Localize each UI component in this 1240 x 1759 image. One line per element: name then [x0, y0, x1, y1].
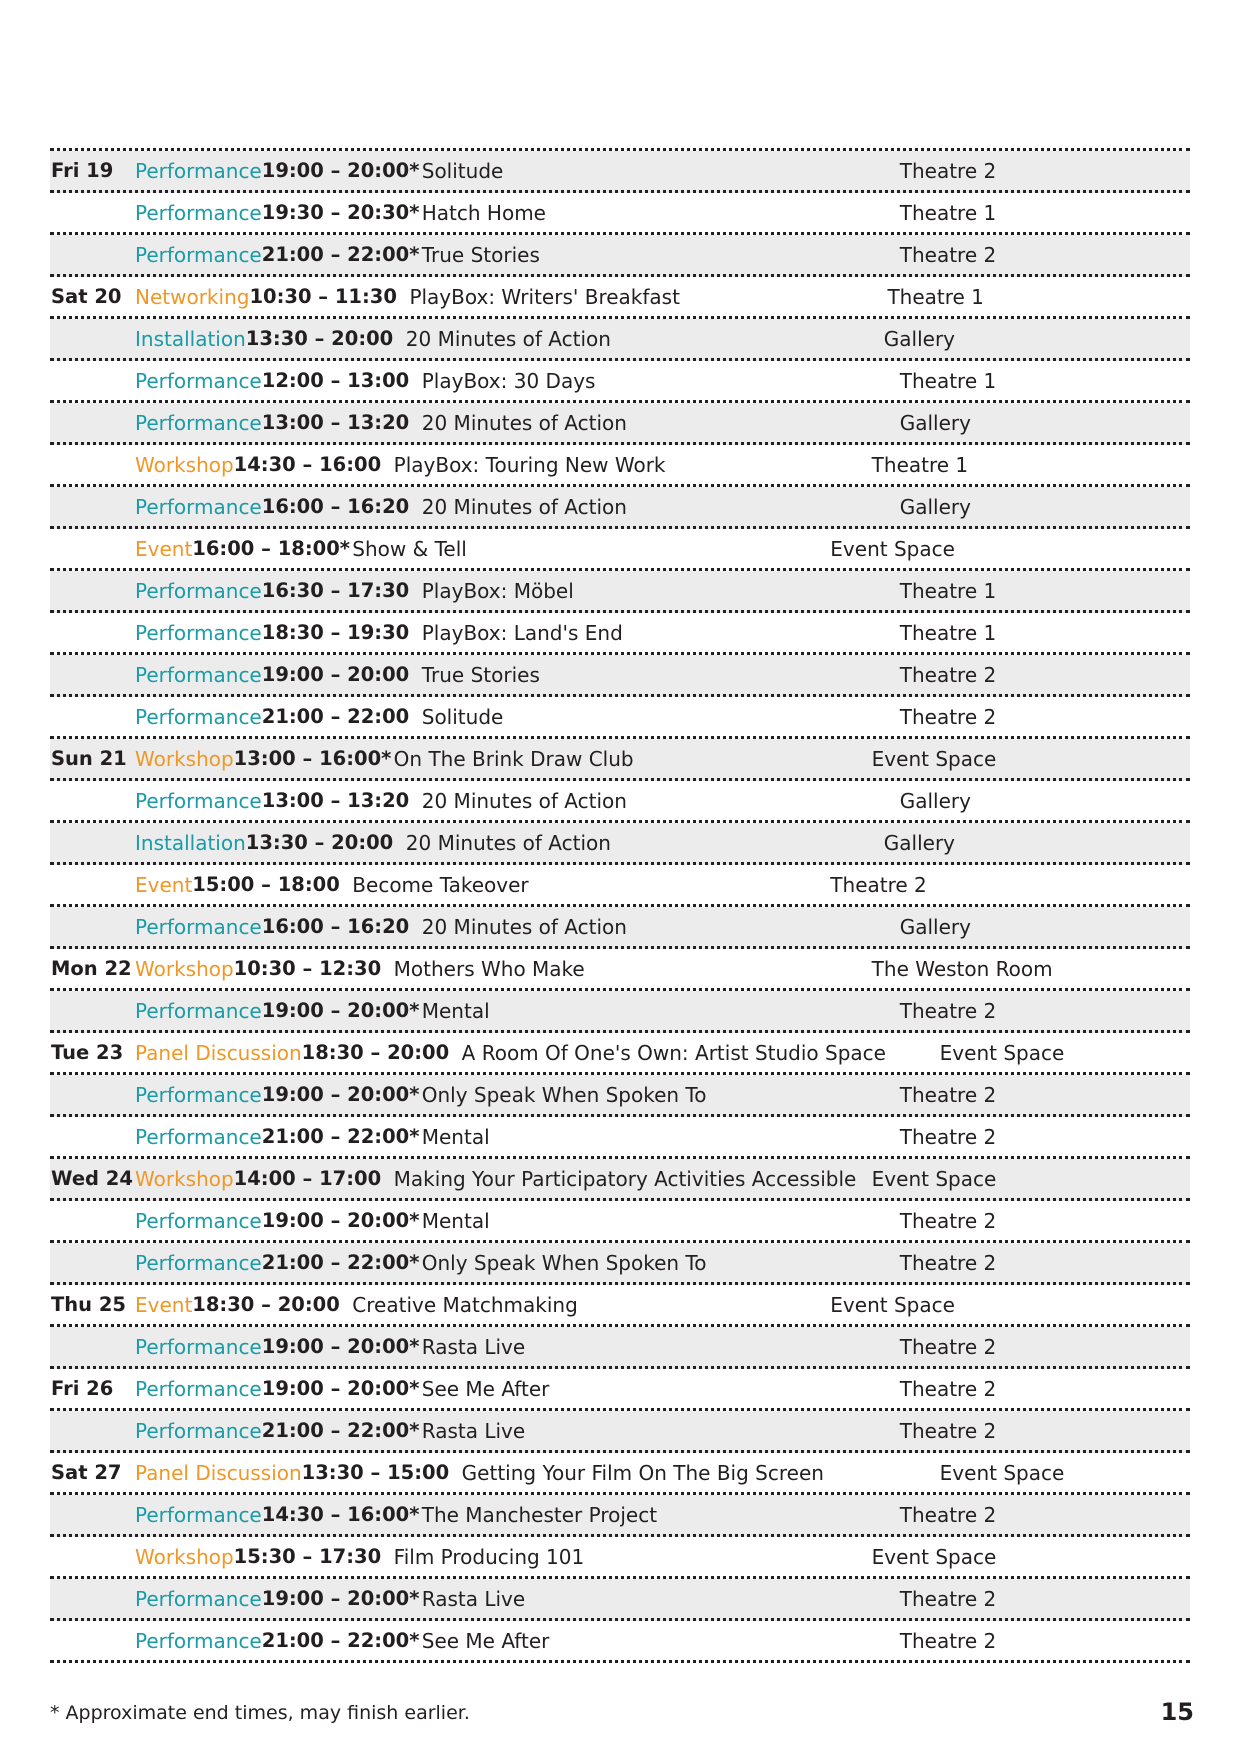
time-cell: 21:00 – 22:00* [261, 243, 420, 266]
time-cell: 13:30 – 20:00 [245, 831, 394, 854]
time-cell: 10:30 – 12:30 [233, 957, 382, 980]
schedule-row [50, 655, 1190, 697]
time-cell: 21:00 – 22:00* [261, 1419, 420, 1442]
time-cell: 13:30 – 15:00 [301, 1461, 450, 1484]
category-cell: Panel Discussion [135, 1460, 302, 1485]
category-cell: Event [135, 536, 193, 561]
time-cell: 21:00 – 22:00* [261, 1251, 420, 1274]
venue-cell: Theatre 2 [899, 1376, 997, 1401]
category-cell: Workshop [135, 746, 234, 771]
event-title-cell: Mental [421, 1208, 490, 1233]
venue-cell: Theatre 1 [899, 368, 997, 393]
schedule-row [50, 949, 1190, 991]
category-cell: Performance [135, 1250, 262, 1275]
venue-cell: Gallery [899, 914, 971, 939]
category-cell: Performance [135, 494, 262, 519]
schedule-row [50, 781, 1190, 823]
event-title-cell: 20 Minutes of Action [421, 494, 627, 519]
time-cell: 12:00 – 13:00 [261, 369, 410, 392]
venue-cell: Event Space [871, 746, 997, 771]
date-cell: Sat 27 [51, 1461, 122, 1484]
schedule-row [50, 1495, 1190, 1537]
schedule-row [50, 697, 1190, 739]
schedule-table [50, 148, 1190, 1663]
schedule-row [50, 1453, 1190, 1495]
page-number: 15 [1160, 1698, 1194, 1726]
venue-cell: Theatre 2 [899, 1208, 997, 1233]
schedule-row [50, 319, 1190, 361]
date-cell: Mon 22 [51, 957, 132, 980]
venue-cell: Theatre 2 [899, 1124, 997, 1149]
schedule-row [50, 865, 1190, 907]
category-cell: Performance [135, 1418, 262, 1443]
date-cell: Thu 25 [51, 1293, 126, 1316]
category-cell: Performance [135, 1628, 262, 1653]
schedule-row [50, 823, 1190, 865]
time-cell: 13:30 – 20:00 [245, 327, 394, 350]
schedule-row [50, 1621, 1190, 1663]
venue-cell: Theatre 2 [899, 1250, 997, 1275]
venue-cell: Gallery [899, 494, 971, 519]
category-cell: Performance [135, 1334, 262, 1359]
category-cell: Installation [135, 326, 246, 351]
time-cell: 14:30 – 16:00* [261, 1503, 420, 1526]
event-title-cell: PlayBox: Möbel [421, 578, 574, 603]
category-cell: Performance [135, 704, 262, 729]
event-title-cell: PlayBox: Touring New Work [393, 452, 666, 477]
venue-cell: Theatre 2 [899, 158, 997, 183]
category-cell: Event [135, 1292, 193, 1317]
event-title-cell: Solitude [421, 158, 504, 183]
time-cell: 14:30 – 16:00 [233, 453, 382, 476]
schedule-row [50, 487, 1190, 529]
event-title-cell: Mothers Who Make [393, 956, 585, 981]
event-title-cell: 20 Minutes of Action [421, 410, 627, 435]
event-title-cell: 20 Minutes of Action [421, 788, 627, 813]
category-cell: Event [135, 872, 193, 897]
event-title-cell: PlayBox: 30 Days [421, 368, 596, 393]
schedule-row [50, 907, 1190, 949]
schedule-row [50, 1159, 1190, 1201]
category-cell: Performance [135, 200, 262, 225]
venue-cell: Theatre 1 [899, 200, 997, 225]
event-title-cell: Show & Tell [352, 536, 467, 561]
event-title-cell: 20 Minutes of Action [421, 914, 627, 939]
schedule-row [50, 613, 1190, 655]
time-cell: 15:30 – 17:30 [233, 1545, 382, 1568]
time-cell: 19:00 – 20:00* [261, 159, 420, 182]
category-cell: Workshop [135, 452, 234, 477]
time-cell: 16:00 – 16:20 [261, 495, 410, 518]
venue-cell: Event Space [830, 536, 955, 561]
venue-cell: Event Space [871, 1166, 997, 1191]
schedule-row [50, 991, 1190, 1033]
schedule-row [50, 445, 1190, 487]
schedule-row [50, 361, 1190, 403]
time-cell: 16:00 – 16:20 [261, 915, 410, 938]
category-cell: Performance [135, 914, 262, 939]
category-cell: Performance [135, 578, 262, 603]
category-cell: Performance [135, 1208, 262, 1233]
event-title-cell: Hatch Home [421, 200, 546, 225]
time-cell: 21:00 – 22:00* [261, 1125, 420, 1148]
schedule-row [50, 1327, 1190, 1369]
category-cell: Performance [135, 1124, 262, 1149]
venue-cell: Event Space [939, 1040, 1065, 1065]
venue-cell: Theatre 2 [899, 1628, 997, 1653]
venue-cell: Theatre 1 [899, 620, 997, 645]
date-cell: Sat 20 [51, 285, 122, 308]
time-cell: 18:30 – 20:00 [192, 1293, 340, 1316]
event-title-cell: Rasta Live [421, 1418, 526, 1443]
time-cell: 13:00 – 13:20 [261, 789, 410, 812]
schedule-row [50, 235, 1190, 277]
venue-cell: Theatre 2 [899, 1502, 997, 1527]
schedule-row [50, 1075, 1190, 1117]
venue-cell: Theatre 2 [899, 1418, 997, 1443]
category-cell: Performance [135, 1082, 262, 1107]
time-cell: 10:30 – 11:30 [249, 285, 397, 308]
schedule-row [50, 1243, 1190, 1285]
event-title-cell: Solitude [421, 704, 504, 729]
schedule-row [50, 1579, 1190, 1621]
category-cell: Performance [135, 1376, 262, 1401]
time-cell: 16:30 – 17:30 [261, 579, 410, 602]
schedule-row [50, 1411, 1190, 1453]
venue-cell: Theatre 1 [871, 452, 969, 477]
event-title-cell: Rasta Live [421, 1334, 526, 1359]
event-title-cell: 20 Minutes of Action [405, 326, 611, 351]
schedule-row [50, 403, 1190, 445]
venue-cell: Gallery [899, 410, 971, 435]
time-cell: 15:00 – 18:00 [192, 873, 340, 896]
venue-cell: Theatre 2 [899, 1334, 997, 1359]
schedule-row [50, 1537, 1190, 1579]
event-title-cell: True Stories [421, 662, 540, 687]
schedule-row [50, 1285, 1190, 1327]
date-cell: Fri 19 [51, 159, 114, 182]
time-cell: 16:00 – 18:00* [192, 537, 350, 560]
category-cell: Panel Discussion [135, 1040, 302, 1065]
venue-cell: Theatre 2 [899, 998, 997, 1023]
venue-cell: Theatre 1 [887, 284, 984, 309]
time-cell: 19:00 – 20:00* [261, 1377, 420, 1400]
category-cell: Performance [135, 620, 262, 645]
venue-cell: The Weston Room [871, 956, 1053, 981]
event-title-cell: Rasta Live [421, 1586, 526, 1611]
event-title-cell: Creative Matchmaking [352, 1292, 578, 1317]
venue-cell: Gallery [883, 326, 956, 351]
schedule-row [50, 193, 1190, 235]
schedule-row [50, 1201, 1190, 1243]
category-cell: Workshop [135, 1544, 234, 1569]
event-title-cell: Become Takeover [352, 872, 529, 897]
event-title-cell: See Me After [421, 1376, 550, 1401]
time-cell: 13:00 – 13:20 [261, 411, 410, 434]
event-title-cell: On The Brink Draw Club [393, 746, 634, 771]
date-cell: Tue 23 [51, 1041, 124, 1064]
venue-cell: Theatre 2 [830, 872, 927, 897]
event-title-cell: 20 Minutes of Action [405, 830, 611, 855]
date-cell: Sun 21 [51, 747, 127, 770]
time-cell: 19:00 – 20:00 [261, 663, 410, 686]
category-cell: Performance [135, 1502, 262, 1527]
time-cell: 18:30 – 20:00 [301, 1041, 450, 1064]
time-cell: 19:00 – 20:00* [261, 1209, 420, 1232]
venue-cell: Theatre 2 [899, 1586, 997, 1611]
event-title-cell: A Room Of One's Own: Artist Studio Space [461, 1040, 886, 1065]
category-cell: Performance [135, 788, 262, 813]
schedule-row [50, 739, 1190, 781]
venue-cell: Theatre 1 [899, 578, 997, 603]
venue-cell: Event Space [871, 1544, 997, 1569]
event-title-cell: Film Producing 101 [393, 1544, 585, 1569]
event-title-cell: Making Your Participatory Activities Accessible [393, 1166, 857, 1191]
event-title-cell: Mental [421, 1124, 490, 1149]
footnote: * Approximate end times, may finish earlier. [50, 1702, 470, 1724]
time-cell: 14:00 – 17:00 [233, 1167, 382, 1190]
time-cell: 21:00 – 22:00 [261, 705, 410, 728]
time-cell: 19:00 – 20:00* [261, 1083, 420, 1106]
venue-cell: Theatre 2 [899, 1082, 997, 1107]
category-cell: Performance [135, 1586, 262, 1611]
schedule-row [50, 1369, 1190, 1411]
category-cell: Performance [135, 242, 262, 267]
time-cell: 13:00 – 16:00* [233, 747, 392, 770]
category-cell: Performance [135, 158, 262, 183]
time-cell: 19:30 – 20:30* [261, 201, 420, 224]
event-title-cell: The Manchester Project [421, 1502, 658, 1527]
venue-cell: Theatre 2 [899, 704, 997, 729]
time-cell: 19:00 – 20:00* [261, 1335, 420, 1358]
event-title-cell: See Me After [421, 1628, 550, 1653]
venue-cell: Theatre 2 [899, 242, 997, 267]
schedule-row [50, 277, 1190, 319]
category-cell: Networking [135, 284, 250, 309]
schedule-row [50, 571, 1190, 613]
time-cell: 19:00 – 20:00* [261, 999, 420, 1022]
category-cell: Workshop [135, 1166, 234, 1191]
schedule-row [50, 529, 1190, 571]
event-title-cell: True Stories [421, 242, 540, 267]
date-cell: Wed 24 [51, 1167, 133, 1190]
category-cell: Performance [135, 368, 262, 393]
time-cell: 21:00 – 22:00* [261, 1629, 420, 1652]
venue-cell: Theatre 2 [899, 662, 997, 687]
date-cell: Fri 26 [51, 1377, 114, 1400]
venue-cell: Gallery [883, 830, 956, 855]
event-title-cell: Only Speak When Spoken To [421, 1250, 707, 1275]
venue-cell: Event Space [939, 1460, 1065, 1485]
event-title-cell: PlayBox: Land's End [421, 620, 623, 645]
category-cell: Performance [135, 410, 262, 435]
event-title-cell: PlayBox: Writers' Breakfast [409, 284, 680, 309]
time-cell: 18:30 – 19:30 [261, 621, 410, 644]
event-title-cell: Getting Your Film On The Big Screen [461, 1460, 824, 1485]
venue-cell: Event Space [830, 1292, 955, 1317]
category-cell: Workshop [135, 956, 234, 981]
schedule-row [50, 151, 1190, 193]
time-cell: 19:00 – 20:00* [261, 1587, 420, 1610]
category-cell: Performance [135, 998, 262, 1023]
schedule-row [50, 1033, 1190, 1075]
category-cell: Performance [135, 662, 262, 687]
event-title-cell: Mental [421, 998, 490, 1023]
category-cell: Installation [135, 830, 246, 855]
schedule-row [50, 1117, 1190, 1159]
venue-cell: Gallery [899, 788, 971, 813]
event-title-cell: Only Speak When Spoken To [421, 1082, 707, 1107]
